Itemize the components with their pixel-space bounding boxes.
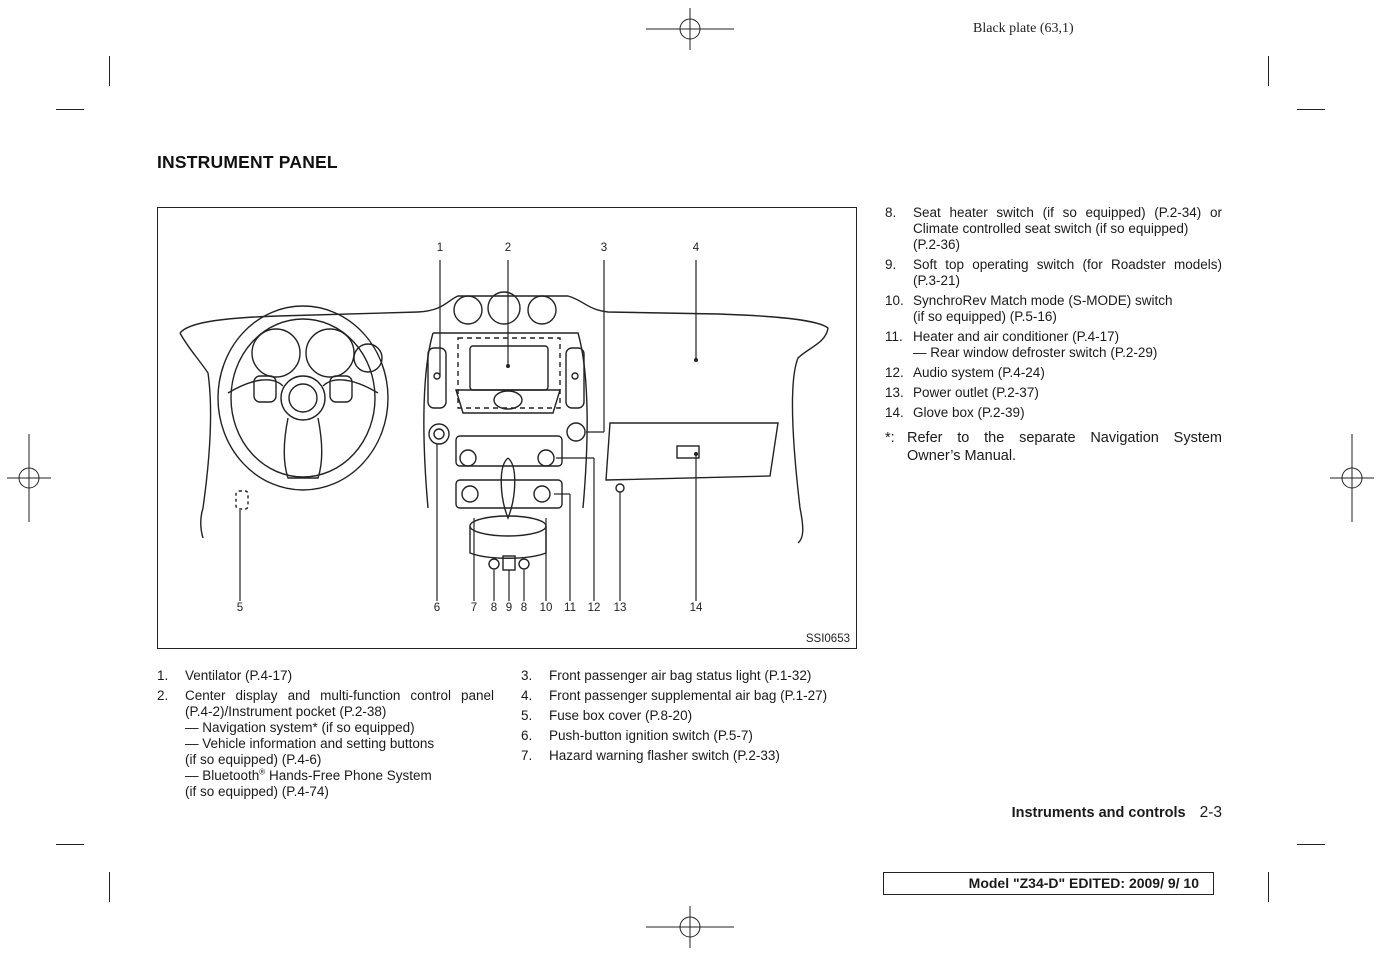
item-text: Front passenger supplemental air bag (P.1-27) [549,688,828,703]
callout-1: 1 [436,242,444,254]
list-item [885,405,1222,421]
list-item [885,365,1222,381]
list-item [885,205,1222,253]
model-edit-box: Model "Z34-D" EDITED: 2009/ 9/ 10 [883,872,1214,895]
item-text: — Vehicle information and setting buttons [185,736,435,751]
item-number: 7. [521,748,533,763]
item-number: 4. [521,688,533,703]
item-number: 8. [885,205,897,220]
callout-5: 5 [236,602,244,614]
figure-code: SSI0653 [805,633,850,645]
list-item [885,293,1222,325]
item-list-col2 [521,668,851,768]
callout-3: 3 [600,242,608,254]
item-number: 6. [521,728,533,743]
item-number: 1. [157,668,169,683]
item-text: Ventilator (P.4-17) [185,668,293,683]
callout-8b: 8 [520,602,528,614]
item-text: — Rear window defroster switch (P.2-29) [913,345,1158,360]
item-number: 2. [157,688,169,703]
item-text: (if so equipped) (P.4-6) [185,752,322,767]
list-item [521,748,851,764]
callout-10: 10 [539,602,553,614]
item-text: (if so equipped) (P.4-74) [185,784,329,799]
item-number: 10. [885,293,904,308]
item-text: Soft top operating switch (for Roadster models) [913,257,1222,272]
list-item [521,728,851,744]
callout-8a: 8 [490,602,498,614]
item-list-col1 [157,668,494,804]
item-text: Power outlet (P.2-37) [913,385,1039,400]
callout-11: 11 [564,602,576,614]
instrument-panel-figure [157,207,857,649]
instrument-panel-drawing [158,208,858,650]
item-text: Front passenger air bag status light (P.1-32) [549,668,812,683]
navigation-note [885,429,1222,465]
item-text: SynchroRev Match mode (S-MODE) switch [913,293,1173,308]
callout-14: 14 [689,602,703,614]
list-item [521,668,851,684]
item-number: 5. [521,708,533,723]
callout-9: 9 [505,602,513,614]
item-text: (P.3-21) [913,273,961,288]
item-number: 13. [885,385,904,400]
callout-12: 12 [587,602,601,614]
callout-6: 6 [433,602,441,614]
item-text: Fuse box cover (P.8-20) [549,708,693,723]
section-footer [1012,804,1222,822]
list-item [157,688,494,800]
list-item [521,708,851,724]
note-text: Refer to the separate Navigation System [907,430,1222,446]
list-item [885,329,1222,361]
item-number: 3. [521,668,533,683]
item-text: Center display and multi-function control panel [185,688,494,703]
item-number: 9. [885,257,897,272]
item-number: 11. [885,329,903,344]
list-item [885,257,1222,289]
callout-2: 2 [504,242,512,254]
callout-13: 13 [613,602,627,614]
item-text: Seat heater switch (if so equipped) (P.2-34) or [913,205,1222,220]
item-number: 14. [885,405,904,420]
callout-4: 4 [692,242,700,254]
page-title: INSTRUMENT PANEL [157,152,338,172]
item-list-col3 [885,205,1222,425]
list-item [885,385,1222,401]
page-number: 2-3 [1199,804,1222,821]
list-item [157,668,494,684]
item-text: Climate controlled seat switch (if so equipped) [913,221,1189,236]
item-number: 12. [885,365,904,380]
plate-label: Black plate (63,1) [973,21,1074,36]
list-item [521,688,851,704]
item-text: Heater and air conditioner (P.4-17) [913,329,1120,344]
item-text: Hazard warning flasher switch (P.2-33) [549,748,780,763]
item-text: Push-button ignition switch (P.5-7) [549,728,753,743]
note-mark: *: [885,430,895,446]
item-text: Glove box (P.2-39) [913,405,1025,420]
callout-7: 7 [470,602,478,614]
item-text: — Navigation system* (if so equipped) [185,720,415,735]
item-text: — Bluetooth® Hands-Free Phone System [185,767,432,783]
item-text: (if so equipped) (P.5-16) [913,309,1057,324]
item-text: (P.4-2)/Instrument pocket (P.2-38) [185,704,387,719]
item-text: Audio system (P.4-24) [913,365,1045,380]
item-text: (P.2-36) [913,237,961,252]
section-title: Instruments and controls [1011,805,1186,821]
note-text: Owner’s Manual. [907,448,1017,464]
